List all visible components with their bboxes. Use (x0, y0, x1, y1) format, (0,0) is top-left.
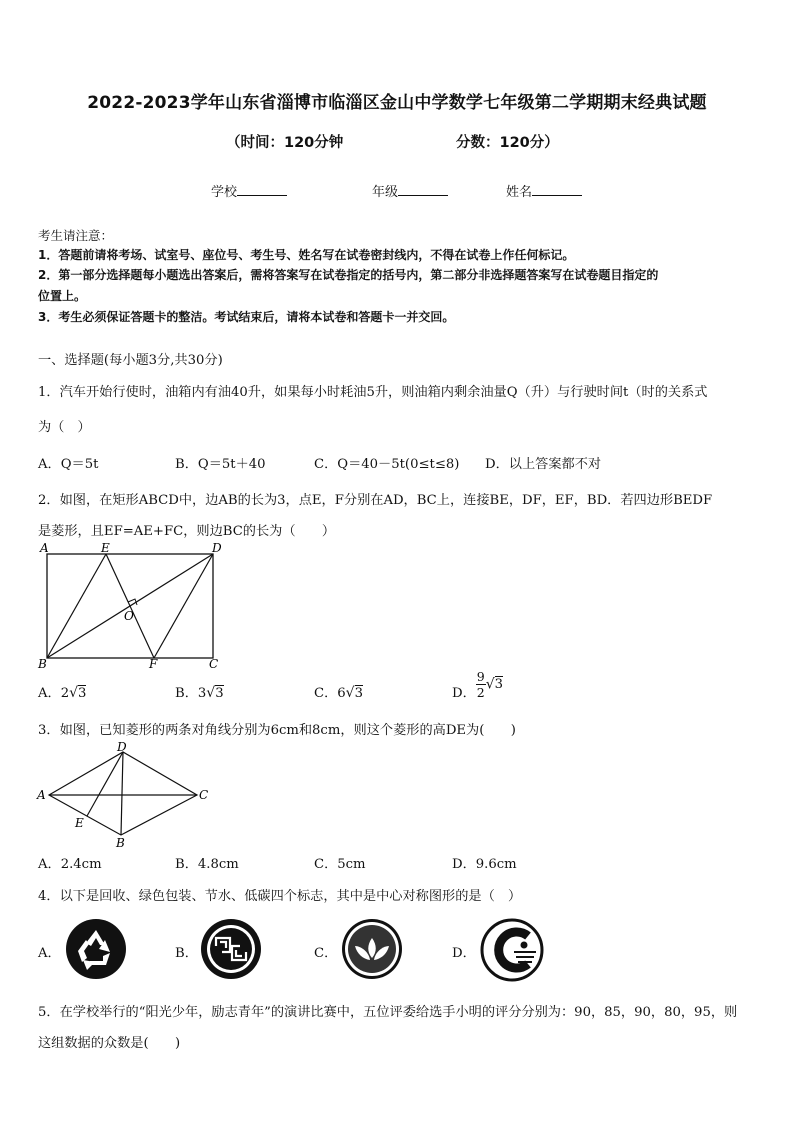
q2-option-b[interactable] (175, 682, 224, 701)
q3-option-a[interactable]: A．2.4cm (38, 857, 102, 872)
name-field (506, 181, 582, 200)
q1-option-a[interactable]: A．Q＝5t (38, 457, 99, 472)
q4-option-d[interactable]: D． (452, 946, 476, 961)
q3-stem: 3．如图，已知菱形的两条对角线分别为6cm和8cm，则这个菱形的高DE为( ) (38, 723, 516, 738)
notice-heading: 考生请注意： (38, 228, 114, 243)
notice-item-2-cont: 位置上。 (38, 289, 87, 303)
low-carbon-logo-icon[interactable] (480, 918, 544, 982)
q2-stem: 2．如图，在矩形ABCD中，边AB的长为3，点E，F分别在AD，BC上，连接BE，DF，EF，BD．若四边形BEDF (38, 493, 713, 508)
q1-option-b[interactable]: B．Q＝5t＋40 (175, 457, 266, 472)
label-e: E (75, 816, 84, 830)
q3-option-b[interactable]: B．4.8cm (175, 857, 239, 872)
radicand: 3 (215, 686, 224, 701)
grade-blank[interactable] (398, 183, 448, 196)
numerator: 9 (476, 669, 485, 684)
option-letter: B． (175, 686, 198, 701)
label-a: A (37, 788, 46, 802)
q2-stem-cont: 是菱形，且EF=AE+FC，则边BC的长为（ ） (38, 524, 336, 539)
segment-bd (47, 554, 213, 658)
coefficient: 2 (60, 686, 70, 701)
label-f: F (149, 657, 158, 671)
radicand: 3 (78, 686, 87, 701)
diagonal-bd (121, 752, 123, 835)
section-heading: 一、选择题(每小题3分,共30分) (38, 353, 223, 368)
option-letter: C． (314, 686, 338, 701)
height-de (87, 752, 123, 816)
name-blank[interactable] (532, 183, 582, 196)
notice-item-1: 1．答题前请将考场、试室号、座位号、考生号、姓名写在试卷密封线内，不得在试卷上作任何标记。 (38, 248, 575, 262)
label-o: O (124, 609, 134, 623)
q5-stem-cont: 这组数据的众数是( ) (38, 1036, 181, 1051)
exam-time: （时间：120分钟 (226, 135, 344, 151)
segment-be (47, 554, 106, 658)
q3-option-d[interactable]: D．9.6cm (452, 857, 517, 872)
sqrt-icon: √ (485, 676, 495, 693)
q2-option-c[interactable] (314, 682, 363, 701)
q4-option-b[interactable]: B． (175, 946, 198, 961)
radicand: 3 (354, 686, 363, 701)
label-c: C (209, 657, 219, 671)
label-b: B (38, 657, 47, 671)
label-a: A (40, 541, 49, 555)
green-packaging-logo-icon[interactable] (200, 918, 262, 980)
q1-stem-cont: 为（ ） (38, 420, 91, 435)
water-saving-logo-icon[interactable] (341, 918, 403, 980)
coefficient: 3 (197, 686, 207, 701)
exam-title: 2022-2023学年山东省淄博市临淄区金山中学数学七年级第二学期期末经典试题 (87, 93, 707, 113)
label-c: C (199, 788, 209, 802)
notice-item-3: 3．考生必须保证答题卡的整洁。考试结束后，请将本试卷和答题卡一并交回。 (38, 310, 455, 324)
school-blank[interactable] (237, 183, 287, 196)
q2-option-a[interactable] (38, 682, 86, 701)
segment-df (154, 554, 213, 658)
denominator: 2 (476, 685, 485, 700)
name-label: 姓名 (506, 185, 533, 200)
exam-score: 分数：120分） (456, 135, 559, 151)
label-b: B (116, 836, 125, 850)
q4-option-a[interactable]: A． (38, 946, 61, 961)
q1-option-c[interactable]: C．Q＝40－5t(0≤t≤8) (314, 457, 460, 472)
q2-option-d[interactable] (452, 668, 503, 701)
option-letter: A． (38, 686, 61, 701)
q2-rectangle-figure (36, 540, 226, 672)
notice-item-2: 2．第一部分选择题每小题选出答案后，需将答案写在试卷指定的括号内，第二部分非选择题答案写在试卷题目指定的 (38, 268, 659, 282)
q4-stem: 4．以下是回收、绿色包装、节水、低碳四个标志，其中是中心对称图形的是（ ） (38, 889, 522, 904)
q3-option-c[interactable]: C．5cm (314, 857, 366, 872)
q4-option-c[interactable]: C． (314, 946, 338, 961)
radicand: 3 (494, 677, 504, 692)
option-letter: D． (452, 686, 476, 701)
q5-stem: 5．在学校举行的“阳光少年，励志青年”的演讲比赛中，五位评委给选手小明的评分分别为：90，85，90，80，95，则 (38, 1005, 738, 1020)
q1-stem: 1．汽车开始行使时，油箱内有油40升，如果每小时耗油5升，则油箱内剩余油量Q（升）与行驶时间t（时的关系式 (38, 385, 708, 400)
q1-option-d[interactable]: D．以上答案都不对 (485, 457, 602, 472)
sqrt-icon: √ (206, 685, 216, 701)
label-e: E (101, 541, 110, 555)
grade-field (372, 181, 448, 200)
school-field (211, 181, 287, 200)
school-label: 学校 (211, 185, 238, 200)
label-d: D (212, 541, 222, 555)
sqrt-icon: √ (69, 685, 79, 701)
label-d: D (117, 740, 127, 754)
sqrt-icon: √ (345, 685, 355, 701)
coefficient: 6 (337, 686, 346, 701)
q3-rhombus-figure (32, 740, 217, 850)
fraction (476, 669, 486, 700)
recycle-logo-icon[interactable] (65, 918, 127, 980)
grade-label: 年级 (372, 185, 399, 200)
